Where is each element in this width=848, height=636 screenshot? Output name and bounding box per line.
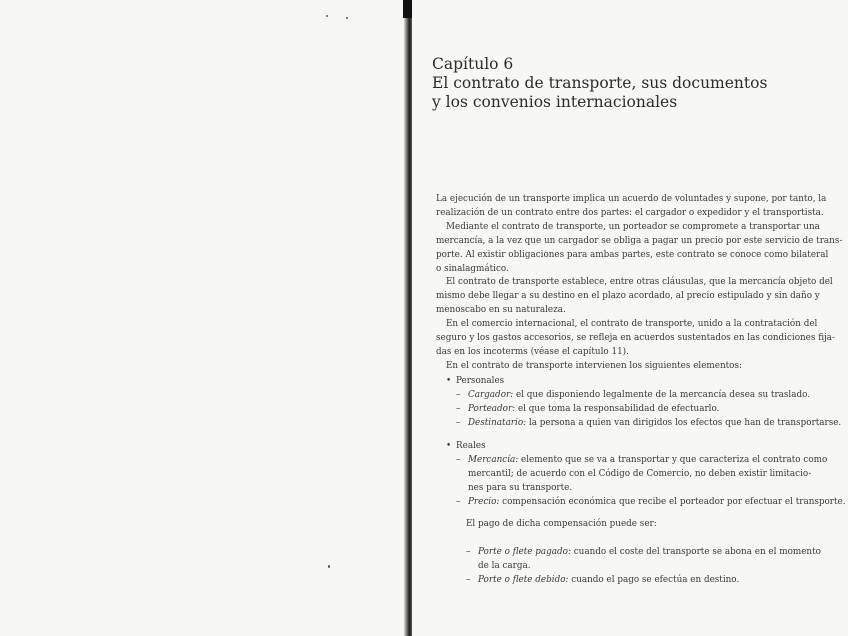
list-item: – Porte o flete debido: cuando el pago se efectúa en destino.: [466, 574, 740, 585]
left-page-blank: [0, 0, 408, 636]
text-line: seguro y los gastos accesorios, se refleja en acuerdos sustentados en las condiciones fija-: [436, 333, 836, 344]
list-item-continuation: nes para su transporte.: [468, 482, 573, 493]
list-item: – Mercancía: elemento que se va a transportar y que caracteriza el contrato como: [456, 454, 828, 465]
list-item: – Porteador: el que toma la responsabilidad de efectuarlo.: [456, 403, 720, 414]
text-line: menoscabo en su naturaleza.: [436, 305, 566, 316]
text-line: El contrato de transporte establece, entre otras cláusulas, que la mercancía objeto del: [446, 277, 833, 288]
list-item-continuation: de la carga.: [478, 560, 531, 571]
text-line: mismo debe llegar a su destino en el plazo acordado, al precio estipulado y sin daño y: [436, 291, 820, 302]
text-line: La ejecución de un transporte implica un acuerdo de voluntades y supone, por tanto, la: [436, 194, 827, 204]
paper-speck: [326, 15, 328, 17]
pago-intro: El pago de dicha compensación puede ser:: [466, 519, 657, 529]
pago-list: [466, 546, 826, 588]
text-line: porte. Al existir obligaciones para ambas partes, este contrato se conoce como bilateral: [436, 249, 829, 260]
list-item-continuation: mercantil; de acuerdo con el Código de Comercio, no deben existir limitacio-: [468, 468, 812, 479]
paper-speck: [328, 565, 330, 568]
list-item: – Porte o flete pagado: cuando el coste del transporte se abona en el momento: [466, 547, 821, 557]
text-line: das en los incoterms (véase el capítulo 11).: [436, 346, 629, 357]
chapter-number: Capítulo 6: [432, 55, 514, 73]
chapter-title-line: y los convenios internacionales: [432, 93, 678, 111]
list-item: – Cargador: el que disponiendo legalmente de la mercancía desea su traslado.: [456, 389, 811, 400]
chapter-title-line: El contrato de transporte, sus documentos: [432, 74, 768, 92]
list-item: – Precio: compensación económica que recibe el porteador por efectuar el transporte.: [456, 496, 846, 507]
text-line: o sinalagmático.: [436, 263, 509, 274]
reales-list: [446, 440, 846, 510]
text-line: mercancía, a la vez que un cargador se obliga a pagar un precio por este servicio de trans-: [436, 235, 843, 246]
list-item: – Destinatario: la persona a quien van dirigidos los efectos que han de transportarse.: [456, 417, 842, 428]
text-line: Mediante el contrato de transporte, un porteador se compromete a transportar una: [446, 221, 820, 232]
body-text: [436, 193, 843, 374]
chapter-heading: [432, 55, 792, 112]
paper-speck: [346, 17, 348, 19]
text-line: realización de un contrato entre dos partes: el cargador o expedidor y el transportista.: [436, 207, 824, 218]
text-line: En el contrato de transporte intervienen los siguientes elementos:: [446, 360, 742, 371]
list-heading: • Reales: [446, 441, 486, 451]
text-line: En el comercio internacional, el contrato de transporte, unido a la contratación del: [446, 319, 818, 330]
list-heading: • Personales: [446, 376, 505, 386]
personales-list: [446, 375, 842, 431]
